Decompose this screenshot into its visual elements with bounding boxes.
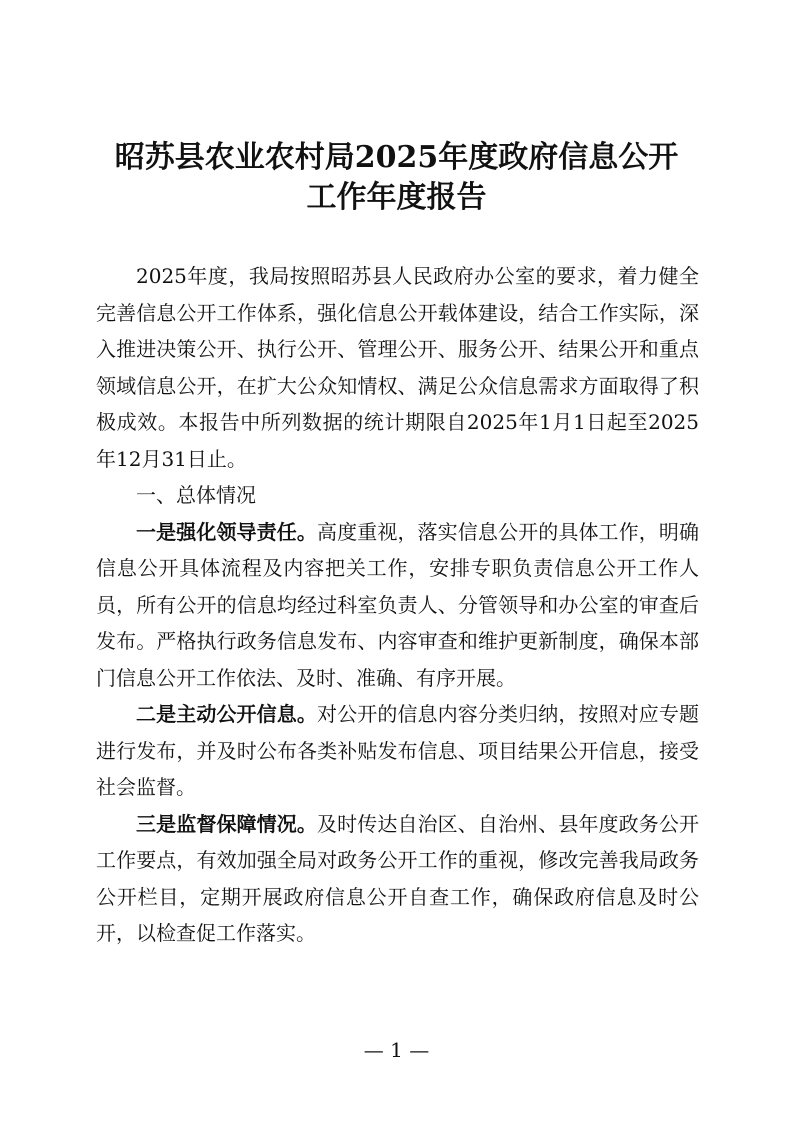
intro-paragraph: 2025年度，我局按照昭苏县人民政府办公室的要求，着力健全完善信息公开工作体系，强化信息公开载体建设，结合工作实际，深入推进决策公开、执行公开、管理公开、服务公开、结果公开和重点领域信息公开，在扩大公众知情权、满足公众信息需求方面取得了积极成效。本报告中所列数据的统计期限自2025年1月1日起至2025年12月31日止。 [96, 264, 699, 471]
section-heading-overview [96, 477, 699, 514]
page-number: — 1 — [363, 1038, 430, 1062]
item-1-lead: 一是强化领导责任。 [136, 519, 317, 544]
item-3-lead: 三是监督保障情况。 [136, 811, 317, 836]
paragraph-item-3 [96, 806, 699, 952]
paragraph-item-1 [96, 514, 699, 697]
document-body [96, 258, 699, 952]
item-2-text: 对公开的信息内容分类归纳，按照对应专题进行发布，并及时公布各类补贴发布信息、项目结果公开信息，接受社会监督。 [96, 702, 699, 799]
section-heading-text: 一、总体情况 [136, 483, 256, 507]
item-1-text: 高度重视，落实信息公开的具体工作，明确信息公开具体流程及内容把关工作，安排专职负责信息公开工作人员，所有公开的信息均经过科室负责人、分管领导和办公室的审查后发布。严格执行政务信息发布、内容审查和维护更新制度，确保本部门信息公开工作依法、及时、准确、有序开展。 [96, 519, 699, 690]
item-3-text: 及时传达自治区、自治州、县年度政务公开工作要点，有效加强全局对政务公开工作的重视，修改完善我局政务公开栏目，定期开展政府信息公开自查工作，确保政府信息及时公开，以检查促工作落实。 [96, 811, 699, 945]
item-2-lead: 二是主动公开信息。 [136, 702, 317, 726]
document-title-line-1: 昭苏县农业农村局2025年度政府信息公开 [114, 140, 679, 175]
document-title-line-2: 工作年度报告 [306, 180, 487, 215]
paragraph-item-2 [96, 696, 699, 806]
